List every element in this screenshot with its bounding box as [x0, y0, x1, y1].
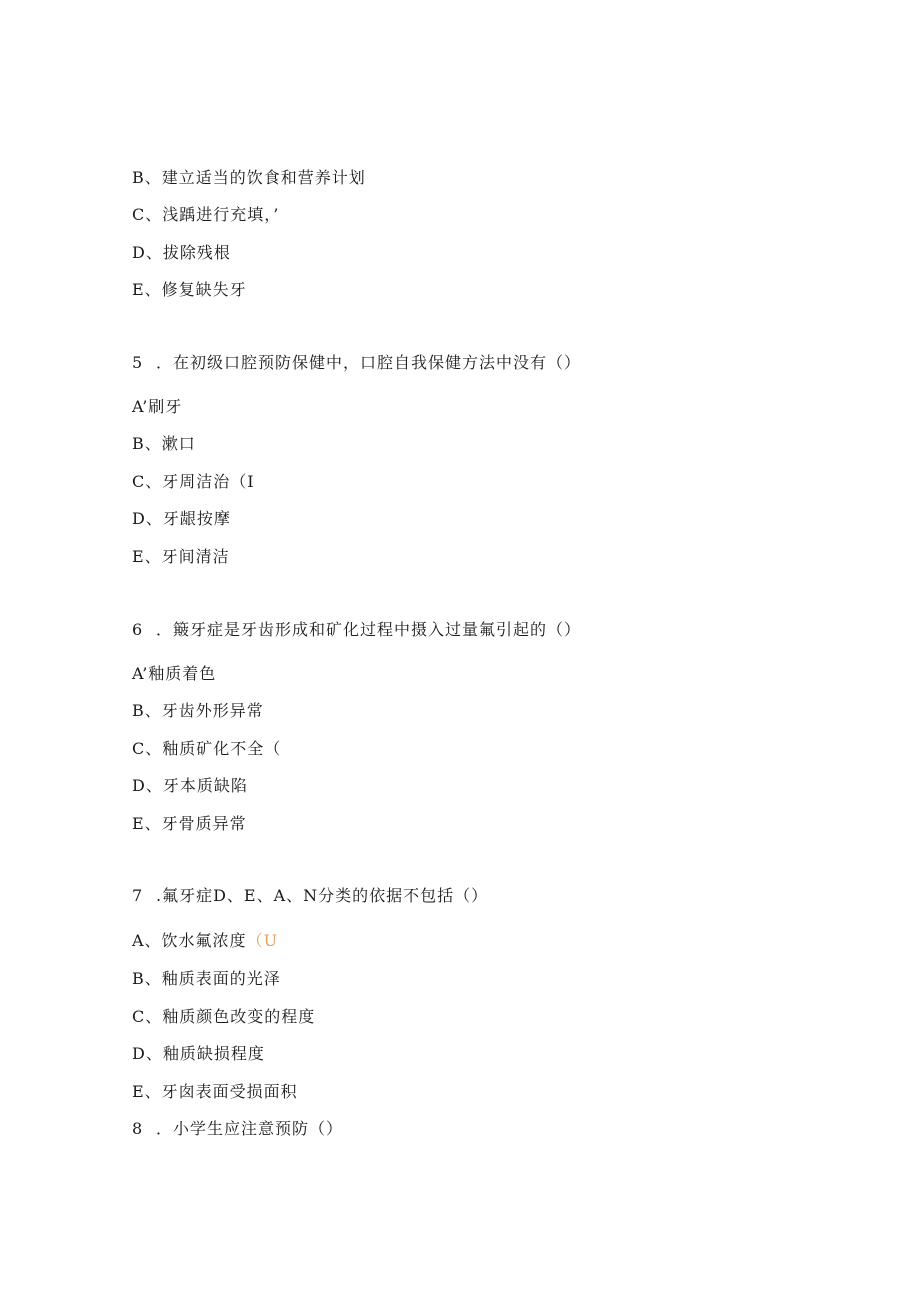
option-a: A’釉质着色	[132, 664, 217, 683]
option-b: B、漱口	[132, 434, 196, 453]
question-number: 5	[132, 353, 144, 372]
option-c: C、浅踽进行充填，’	[132, 205, 280, 224]
question-text: ．簸牙症是牙齿形成和矿化过程中摄入过量氟引起的（）	[156, 620, 582, 639]
option-b: B、釉质表面的光泽	[132, 969, 281, 988]
option-text: A、饮水氟浓度	[132, 931, 247, 950]
option-c: C、釉质矿化不全（	[132, 739, 282, 758]
question-number: 8	[132, 1119, 144, 1138]
option-e: E、牙骨质异常	[132, 814, 247, 833]
question-text: .氟牙症D、E、A、N分类的依据不包括（）	[156, 886, 489, 905]
option-d: D、牙本质缺陷	[132, 776, 248, 795]
option-b: B、建立适当的饮食和营养计划	[132, 168, 366, 187]
question-text: ．在初级口腔预防保健中，口腔自我保健方法中没有（）	[156, 353, 582, 372]
option-d: D、牙龈按摩	[132, 509, 231, 528]
question-text: ．小学生应注意预防（）	[156, 1119, 344, 1138]
option-e: E、牙间清洁	[132, 547, 230, 566]
option-c: C、牙周洁治（I	[132, 472, 255, 491]
option-d: D、拔除残根	[132, 243, 231, 262]
annotation-mark: （U	[246, 931, 279, 950]
question-number: 7	[132, 886, 144, 905]
question-5	[132, 353, 581, 373]
question-8	[132, 1119, 343, 1139]
option-b: B、牙齿外形异常	[132, 701, 264, 720]
question-7	[132, 886, 488, 906]
option-d: D、釉质缺损程度	[132, 1044, 265, 1063]
question-number: 6	[132, 620, 144, 639]
option-a	[132, 931, 278, 951]
option-e: E、修复缺失牙	[132, 280, 247, 299]
option-c: C、釉质颜色改变的程度	[132, 1007, 316, 1026]
option-a: A’刷牙	[132, 397, 183, 416]
option-e: E、牙囱表面受损面积	[132, 1082, 298, 1101]
question-6	[132, 620, 581, 640]
